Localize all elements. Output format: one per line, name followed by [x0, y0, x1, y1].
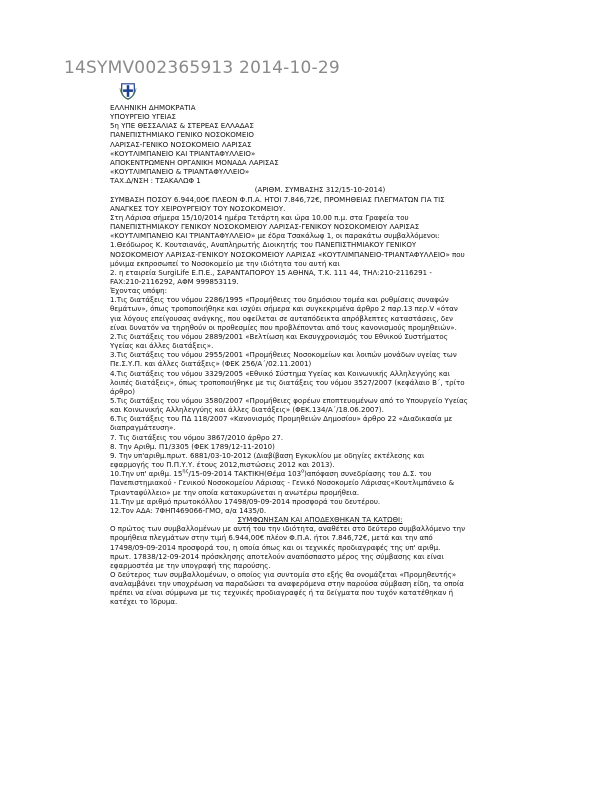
recital-line: Υγείας και άλλες διατάξεις». — [110, 341, 214, 351]
header-line: «ΚΟΥΤΛΙΜΠΑΝΕΙΟ ΚΑΙ ΤΡΙΑΝΤΑΦΥΛΛΕΙΟ» — [110, 148, 256, 158]
clause-line: Ο πρώτος των συμβαλλομένων με αυτή του την ιδιότητα, αναθέτει στο δεύτερο συμβαλλόμενο την — [110, 524, 466, 534]
clause-line: πρωτ. 17838/12-09-2014 πρόσκλησης αποτελούν αναπόσπαστο μέρος της σύμβασης και είναι — [110, 551, 444, 561]
intro-line: ΝΟΣΟΚΟΜΕΙΟΥ ΛΑΡΙΣΑΣ-ΓΕΝΙΚΟΥ ΝΟΣΟΚΟΜΕΙΟΥ ΛΑΡΙΣΑΣ «ΚΟΥΤΛΙΜΠΑΝΕΙΟ-ΤΡΙΑΝΤΑΦΥΛΛΕΙΟ» που — [110, 249, 465, 259]
recital-10-superscript: ης — [182, 468, 189, 475]
recital-10-superscript: ο — [301, 468, 305, 475]
recital-line: είναι δυνατόν να τηρηθούν οι προθεσμίες που προβλέπονται από τους κανονισμούς προμηθειών». — [110, 322, 457, 332]
header-line: ΛΑΡΙΣΑΣ-ΓΕΝΙΚΟ ΝΟΣΟΚΟΜΕΙΟ ΛΑΡΙΣΑΣ — [110, 139, 252, 149]
recital-line: και Κοινωνικής Αλληλεγγύης και άλλες διατάξεις» (ΦΕΚ.134/Α΄/18.06.2007). — [110, 405, 384, 415]
header-line: ΕΛΛΗΝΙΚΗ ΔΗΜΟΚΡΑΤΙΑ — [110, 103, 196, 112]
header-line: ΥΠΟΥΡΓΕΙΟ ΥΓΕΙΑΣ — [110, 112, 176, 122]
clause-line: 17498/09-09-2014 προσφορά του, η οποία όπως και οι τεχνικές προδιαγραφές της υπ' αριθμ. — [110, 542, 441, 552]
recital-line: 8. Την Αριθμ. Π1/3305 (ΦΕΚ 1789/12-11-2010) — [110, 441, 275, 451]
recital-line: Τριανταφύλλειο» με την οποία κατακυρώνεται η ανωτέρω προμήθεια. — [110, 487, 360, 497]
clause-line: Ο δεύτερος των συμβαλλομένων, ο οποίος για συντομία στο εξής θα ονομάζεται «Προμηθευτής» — [110, 569, 457, 579]
recital-10-middle: /15-09-2014 ΤΑΚΤΙΚΗ(Θέμα 103 — [188, 469, 302, 479]
recital-line: 3.Τις διατάξεις του νόμου 2955/2001 «Προμήθειες Νοσοκομείων και λοιπών μονάδων υγείας των — [110, 350, 457, 360]
intro-line: Έχοντας υπόψη: — [110, 286, 167, 296]
header-line: ΠΑΝΕΠΙΣΤΗΜΙΑΚΟ ΓΕΝΙΚΟ ΝΟΣΟΚΟΜΕΙΟ — [110, 130, 254, 140]
intro-line: FAX:210-2116292, ΑΦΜ 999853119. — [110, 276, 239, 286]
recital-line: άρθρο) — [110, 386, 135, 396]
recital-line: 1.Τις διατάξεις του νόμου 2286/1995 «Προμήθειες του δημόσιου τομέα και ρυθμίσεις συναφών — [110, 295, 449, 305]
recital-line-10 — [110, 469, 530, 478]
recital-line: Πε.Σ.Υ.Π. και άλλες διατάξεις» (ΦΕΚ 256/Α΄/02.11.2001) — [110, 359, 312, 369]
intro-line: Στη Λάρισα σήμερα 15/10/2014 ημέρα Τετάρτη και ώρα 10.00 π.μ. στα Γραφεία του — [110, 212, 409, 222]
contract-document — [110, 103, 530, 607]
document-id-stamp: 14SYMV002365913 2014-10-29 — [64, 58, 340, 78]
intro-line: «ΚΟΥΤΛΙΜΠΑΝΕΙΟ ΚΑΙ ΤΡΙΑΝΤΑΦΥΛΛΕΙΟ» με έδρα Τσακάλωφ 1, οι παρακάτω συμβαλλόμενοι: — [110, 231, 440, 241]
recital-line: για λόγους επείγουσας ανάγκης, που οφείλεται σε αυταπόδεικτα απρόβλεπτες καταστάσεις, δεν — [110, 313, 453, 323]
clause-line: πρέπει να είναι σύμφωνα με τις τεχνικές προδιαγραφές ή τα δείγματα που τυχόν κατατέθηκαν ή — [110, 588, 454, 598]
recital-line: διαπραγμάτευση». — [110, 423, 176, 433]
recital-line: θεμάτων», όπως τροποποιήθηκε και ισχύει σήμερα και συγκεκριμένα άρθρο 2 παρ.13 περ.V «όταν — [110, 304, 458, 314]
intro-line: 2. η εταιρεία SurgiLife Ε.Π.Ε., ΣΑΡΑΝΤΑΠΟΡΟΥ 15 ΑΘΗΝΑ, Τ.Κ. 111 44, ΤΗΛ:210-2116291 - — [110, 267, 432, 277]
contract-number: (ΑΡΙΘΜ. ΣΥΜΒΑΣΗΣ 312/15-10-2014) — [254, 185, 386, 195]
header-line: 5η ΥΠΕ ΘΕΣΣΑΛΙΑΣ & ΣΤΕΡΕΑΣ ΕΛΛΑΔΑΣ — [110, 121, 254, 131]
section-title: ΣΥΜΦΩΝΗΣΑΝ ΚΑΙ ΑΠΟΔΕΧΘΗΚΑΝ ΤΑ ΚΑΤΩΘΙ: — [237, 515, 403, 525]
intro-line: μόνιμα εκπροσωπεί το Νοσοκομείο με την ιδιότητα του αυτή και — [110, 258, 340, 268]
recital-line: 6.Τις διατάξεις του ΠΔ 118/2007 «Κανονισμός Προμηθειών Δημοσίου» άρθρο 22 «Διαδικασία με — [110, 414, 453, 424]
header-line: ΑΠΟΚΕΝΤΡΩΜΕΝΗ ΟΡΓΑΝΙΚΗ ΜΟΝΑΔΑ ΛΑΡΙΣΑΣ — [110, 157, 279, 167]
subject-line: ΣΥΜΒΑΣΗ ΠΟΣΟΥ 6.944,00€ ΠΛΕΟΝ Φ.Π.Α. ΗΤΟΙ 7.846,72€, ΠΡΟΜΗΘΕΙΑΣ ΠΛΕΓΜΑΤΩΝ ΓΙΑ ΤΙΣ — [110, 194, 445, 204]
recital-line: λοιπές διατάξεις», όπως τροποποιήθηκε με τις διατάξεις του νόμου 3527/2007 (κεφάλαιο Β΄, τρίτο — [110, 377, 465, 387]
recital-line: εφαρμογής του Π.Π.Υ.Υ. έτους 2012,πιστώσεις 2012 και 2013). — [110, 460, 335, 470]
recital-10-prefix: 10.Την υπ' αριθμ. 15 — [110, 469, 183, 479]
header-line: «ΚΟΥΤΛΙΜΠΑΝΕΙΟ & ΤΡΙΑΝΤΑΦΥΛΛΕΙΟ» — [110, 167, 250, 177]
clause-line: προμήθεια πλεγμάτων στην τιμή 6.944,00€ πλέον Φ.Π.Α. ήτοι 7.846,72€, μετά και την από — [110, 533, 433, 543]
recital-line: 5.Τις διατάξεις του νόμου 3580/2007 «Προμήθειες φορέων εποπτευομένων από το Υπουργείο Υγείας — [110, 396, 468, 405]
recital-line: 12.Τον ΑΔΑ: 7ΦΗΠ469066-ΓΜΟ, α/α 1435/0. — [110, 505, 267, 515]
recital-line: 2.Τις διατάξεις του νόμου 2889/2001 «Βελτίωση και Εκσυγχρονισμός του Εθνικού Συστήματος — [110, 331, 448, 341]
header-line: ΤΑΧ.Δ/ΝΣΗ : ΤΣΑΚΑΛΩΦ 1 — [110, 176, 201, 186]
intro-line: ΠΑΝΕΠΙΣΤΗΜΙΑΚΟΥ ΓΕΝΙΚΟΥ ΝΟΣΟΚΟΜΕΙΟΥ ΛΑΡΙΣΑΣ-ΓΕΝΙΚΟΥ ΝΟΣΟΚΟΜΕΙΟΥ ΛΑΡΙΣΑΣ — [110, 222, 420, 232]
recital-line: 4.Τις διατάξεις του νόμου 3329/2005 «Εθνικό Σύστημα Υγείας και Κοινωνικής Αλληλεγγύης και — [110, 368, 451, 378]
recital-line: Πανεπιστημιακού - Γενικού Νοσοκομείου Λάρισας - Γενικό Νοσοκομείο Λάρισας«Κουτλιμπάνειο & — [110, 478, 455, 488]
intro-line: 1.Θεόδωρος Κ. Κουτσιανάς, Αναπληρωτής Διοικητής του ΠΑΝΕΠΙΣΤΗΜΙΑΚΟΥ ΓΕΝΙΚΟΥ — [110, 240, 417, 250]
recital-line: 9. Την υπ'αριθμ.πρωτ. 6881/03-10-2012 (Διαβίβαση Εγκυκλίου με οδηγίες εκτέλεσης και — [110, 450, 425, 460]
clause-line: αναλαμβάνει την υποχρέωση να παραδώσει τα αναφερόμενα στην παρούσα σύμβαση είδη, τα οποία — [110, 579, 464, 589]
greek-coat-of-arms-icon — [119, 82, 137, 100]
recital-line: 7. Τις διατάξεις του νόμου 3867/2010 άρθρο 27. — [110, 432, 284, 442]
recital-line: 11.Την με αριθμό πρωτοκόλλου 17498/09-09-2014 προσφορά του δευτέρου. — [110, 496, 381, 506]
recital-10-suffix: )απόφαση συνεδρίασης του Δ.Σ. του — [304, 469, 432, 479]
subject-line: ΑΝΑΓΚΕΣ ΤΟΥ ΧΕΙΡΟΥΡΓΕΙΟΥ ΤΟΥ ΝΟΣΟΚΟΜΕΙΟΥ. — [110, 203, 286, 213]
clause-line: εφαρμοστέα με την υπογραφή της παρούσης. — [110, 560, 271, 570]
clause-line: κατέχει το Ίδρυμα. — [110, 597, 178, 607]
